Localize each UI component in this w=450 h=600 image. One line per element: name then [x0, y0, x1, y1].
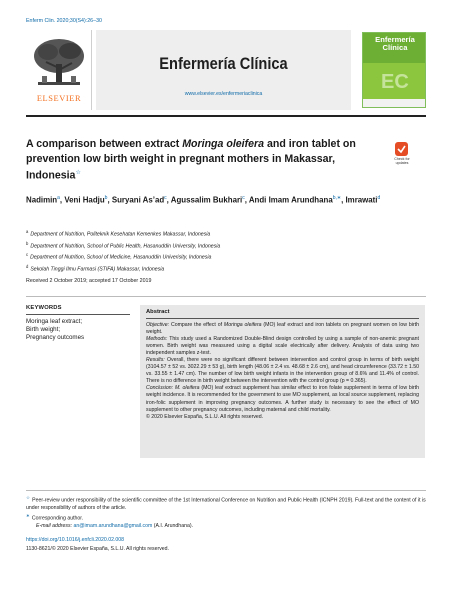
abstract-copyright: © 2020 Elsevier España, S.L.U. All rights reserved.	[146, 413, 264, 420]
email-footnote	[26, 523, 426, 530]
objective-species: Moringa oleifera	[223, 322, 262, 328]
abstract-results	[146, 357, 419, 385]
affiliation-letter: d	[26, 263, 29, 269]
affiliation-item	[26, 263, 421, 275]
author-name[interactable]: Nadimin	[26, 195, 58, 205]
peer-review-footnote	[26, 494, 426, 512]
keyword-item: Moringa leaf extract;	[26, 318, 83, 325]
section-divider	[26, 296, 426, 297]
footnote-divider	[26, 490, 426, 491]
affiliation-item	[26, 240, 421, 252]
footnotes	[26, 494, 426, 530]
corresponding-footnote	[26, 512, 426, 523]
affiliation-item	[26, 251, 421, 263]
author-name[interactable]: Andi Imam Arundhana	[248, 195, 333, 205]
abstract-objective	[146, 322, 419, 336]
cover-title-line1: Enfermería	[375, 35, 415, 44]
affiliation-letter: b	[26, 240, 29, 246]
elsevier-tree-icon	[30, 34, 88, 92]
cover-title-line2: Clínica	[382, 43, 408, 53]
keywords-panel	[26, 305, 130, 343]
email-link[interactable]: an@imam.arundhana@gmail.com	[73, 523, 153, 530]
email-label: E-mail address:	[36, 523, 74, 530]
received-dates: Received 2 October 2019; accepted 17 October 2019	[26, 278, 152, 284]
conclusion-label: Conclusion:	[146, 385, 174, 392]
issn-copyright: 1130-8621/© 2020 Elsevier España, S.L.U. All rights reserved.	[26, 546, 170, 552]
author-name[interactable]: Veni Hadju	[64, 195, 105, 205]
objective-text-pre: Compare the effect of	[169, 322, 224, 328]
results-label: Results:	[146, 357, 165, 364]
author-affiliation-marker[interactable]: b	[104, 195, 108, 201]
check-for-updates-button[interactable]	[392, 142, 412, 168]
elsevier-wordmark: ELSEVIER	[36, 94, 82, 103]
corresponding-text: Corresponding author.	[31, 515, 84, 522]
results-text: Overall, there were no significant different between intervention and control group in terms of birth weight (3104.57 ± 52 vs. 3022.29 ± 53 g), birth length (48.06 ± 2.4 vs. 48.68 ± 2.6 cm), and head circumference (33.72 ± 1.50 vs. 33.55 ± 1.47 cm). The number of low birth weight infants in the intervention group of 8.6% and 11.4% of control. There is no difference in birth weight between the intervention with the control group (p = 0.365).	[146, 357, 419, 385]
title-text-post: and iron tablet on prevention low birth weight in pregnant mothers in Makassar, Indonesia	[26, 138, 356, 182]
journal-reference: Enferm Clin. 2020;30(S4):26–30	[26, 18, 102, 24]
author-affiliation-marker[interactable]: b,∗	[332, 195, 342, 201]
affiliation-letter: a	[26, 229, 29, 234]
author-separator: ,	[341, 195, 346, 205]
objective-text-post: (MO) leaf extract and iron tablets on pregnant women on low birth weight.	[146, 322, 419, 336]
header-divider	[26, 115, 426, 117]
title-text-pre: A comparison between extract	[26, 138, 183, 150]
objective-label: Objective:	[146, 322, 170, 328]
check-updates-label: Check for updates	[394, 157, 410, 165]
article-title	[26, 137, 371, 183]
affiliation-text: Department of Nutrition, Politeknik Kesehatan Kemenkes Makassar, Indonesia	[30, 231, 211, 238]
corresponding-star: ∗	[26, 513, 30, 519]
author-affiliation-marker[interactable]: c	[242, 195, 245, 201]
cover-mark: EC	[381, 71, 409, 93]
affiliation-letter: c	[26, 252, 29, 258]
methods-label: Methods:	[146, 336, 168, 343]
check-updates-icon	[395, 142, 408, 156]
conclusion-species: M. oleifera	[174, 385, 200, 392]
doi-link[interactable]: https://doi.org/10.1016/j.enfcli.2020.02.008	[26, 537, 125, 543]
author-affiliation-marker[interactable]: c	[164, 195, 167, 201]
title-footnote-star[interactable]: ☆	[75, 170, 81, 176]
author-name[interactable]: Imrawati	[345, 195, 378, 205]
conclusion-text: (MO) leaf extract supplement has similar effect to iron folate supplement in terms of low birth weight incidence. It is recommended for the government to use MO supplement, as local source supplement, replacing iron-folic supplement in improving pregnancy outcomes. A further study is necessary to see the effect of MO supplement to other pregnancy outcomes, including maternal and child mortality.	[146, 385, 419, 413]
affiliation-list	[26, 228, 421, 275]
journal-url-link[interactable]: www.elsevier.es/enfermeriaclinica	[184, 91, 263, 97]
abstract-methods	[146, 336, 419, 357]
journal-banner	[96, 30, 351, 110]
title-species: Moringa oleifera	[182, 138, 265, 150]
affiliation-text: Department of Nutrition, School of Public Health, Hasanuddin University, Indonesia	[30, 243, 221, 250]
author-affiliation-marker[interactable]: a	[57, 195, 60, 201]
author-list	[26, 193, 421, 206]
author-name[interactable]: Agussalim Bukhari	[170, 195, 243, 205]
author-separator: ,	[59, 195, 65, 205]
author-separator: ,	[107, 195, 112, 205]
author-separator: ,	[244, 195, 249, 205]
cover-title	[365, 36, 425, 52]
affiliation-item	[26, 228, 421, 240]
abstract-heading: Abstract	[146, 309, 419, 319]
elsevier-logo[interactable]	[26, 30, 92, 110]
methods-text: This study used a Randomized Double-Blind design controlled by using a sample of non-anemic pregnant women. Birth weight was measured using a digital scale electrically after delivery. Analysis of data using two independent samples z-test.	[146, 336, 419, 357]
journal-cover-thumbnail[interactable]	[362, 32, 426, 108]
author-separator: ,	[166, 195, 171, 205]
keyword-item: Pregnancy outcomes	[26, 334, 85, 342]
journal-name: Enfermería Clínica	[159, 54, 288, 73]
keyword-item: Birth weight;	[26, 326, 61, 334]
cover-bottom-strip	[363, 99, 426, 108]
abstract-conclusion	[146, 385, 419, 413]
email-owner: (A.I. Arundhana).	[152, 523, 194, 530]
peer-review-star: ☆	[26, 495, 31, 500]
keywords-heading: KEYWORDS	[26, 305, 130, 315]
peer-review-text: Peer-review under responsibility of the scientific committee of the 1st International Conference on Nutrition and Public Health (ICNPH 2019). Full-text and the content of it is under responsibility of authors of the article.	[26, 497, 426, 511]
affiliation-text: Department of Nutrition, School of Medicine, Hasanuddin Univerisity, Indonesia	[30, 255, 212, 262]
author-name[interactable]: Suryani As’ad	[111, 195, 165, 205]
author-affiliation-marker[interactable]: d	[377, 195, 381, 201]
journal-masthead	[26, 30, 426, 110]
keywords-list	[26, 318, 130, 343]
abstract-panel	[140, 305, 425, 458]
affiliation-text: Sekolah Tinggi Ilmu Farmasi (STIFA) Makassar, Indonesia	[30, 266, 165, 273]
